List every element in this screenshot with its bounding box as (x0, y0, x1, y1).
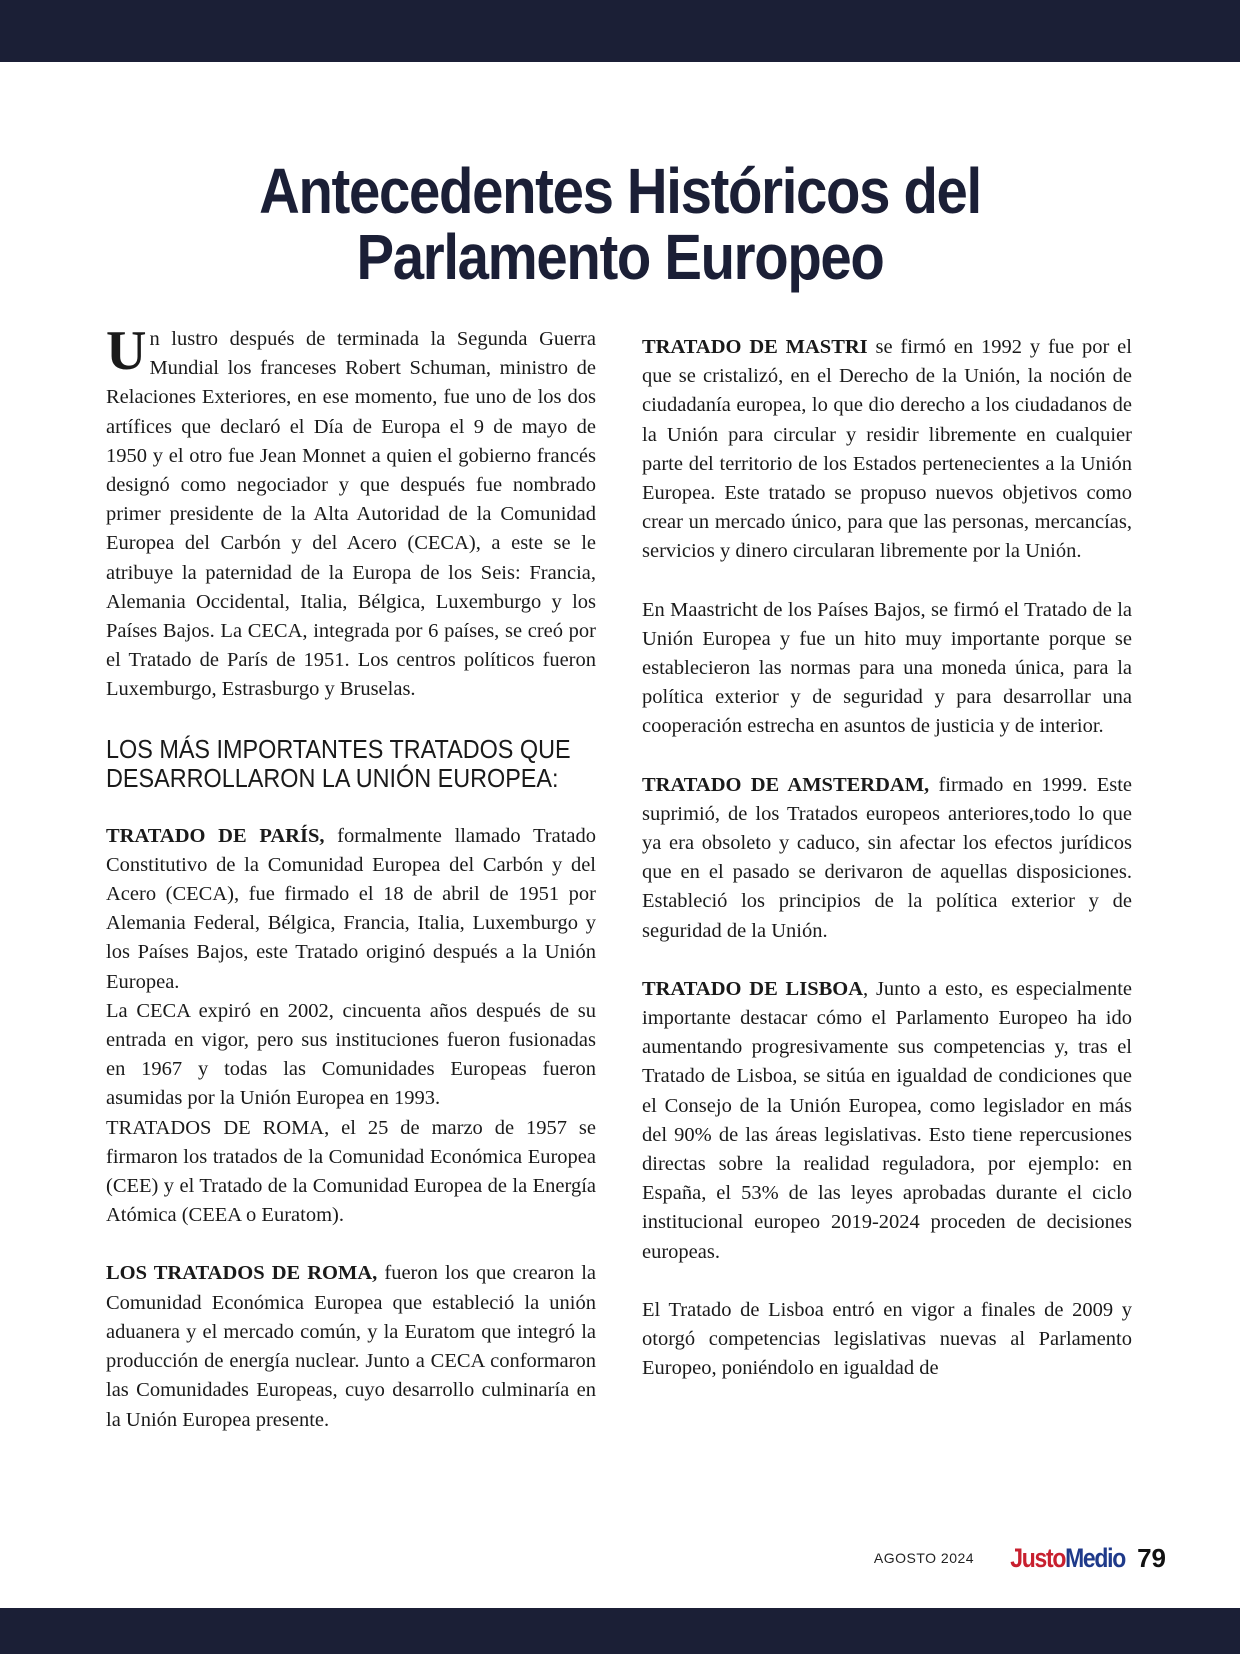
magazine-logo (1010, 1543, 1125, 1574)
intro-paragraph (106, 320, 596, 705)
logo-part-justo: Justo (1010, 1542, 1066, 1573)
subhead-line-1: LOS MÁS IMPORTANTES TRATADOS QUE (106, 733, 571, 764)
roma-paragraph (106, 1259, 596, 1434)
logo-part-medio: Medio (1065, 1542, 1126, 1573)
lisboa-label: TRATADO DE LISBOA (642, 977, 864, 1000)
paris-text: formalmente llamado Tratado Constitutivo de la Comunidad Europea del Carbón y del Acero (CECA), fue firmado el 18 de abril de 1951 por Alemania Federal, Bélgica, Francia, Italia, Luxemburgo y los Países Bajos, este Tratado originó después a la Unión Europea. (106, 824, 596, 993)
roma-label: LOS TRATADOS DE ROMA, (106, 1262, 378, 1285)
page-number: 79 (1137, 1542, 1166, 1573)
right-column (642, 333, 1132, 1384)
roma-intro-paragraph: TRATADOS DE ROMA, el 25 de marzo de 1957 se firmaron los tratados de la Comunidad Económica Europea (CEE) y el Tratado de la Comunidad Europea de la Energía Atómica (CEEA o Euratom). (106, 1116, 596, 1227)
bottom-bar (0, 1608, 1240, 1654)
top-bar (0, 0, 1240, 62)
drop-cap: U (106, 320, 147, 382)
issue-date: AGOSTO 2024 (873, 1550, 975, 1566)
amsterdam-paragraph (642, 771, 1132, 946)
page-title (74, 155, 1165, 293)
title-line-2: Parlamento Europeo (356, 221, 884, 293)
subhead-line-2: DESARROLLARON LA UNIÓN EUROPEA: (106, 762, 559, 793)
mastri-paragraph (642, 333, 1132, 567)
left-column (106, 320, 596, 1435)
mastri-text: se firmó en 1992 y fue por el que se cristalizó, en el Derecho de la Unión, la noción de ciudadanía europea, lo que dio derecho a los ciudadanos de la Unión para circular y residir libremente en cualquier parte del territorio de los Estados pertenecientes a la Unión Europea. Este tratado se propuso nuevos objetivos como crear un mercado único, para que las personas, mercancías, servicios y dinero circularan libremente por la Unión. (642, 336, 1132, 563)
mastri-label: TRATADO DE MASTRI (642, 336, 868, 358)
lisboa-paragraph (642, 975, 1132, 1267)
paris-label: TRATADO DE PARÍS, (106, 824, 325, 847)
lisboa-text: , Junto a esto, es especialmente importante destacar cómo el Parlamento Europeo ha ido aumentando progresivamente sus competencias y, tras el Tratado de Lisboa, se sitúa en igualdad de condiciones que el Consejo de la Unión Europea, como legislador en más del 90% de las áreas legislativas. Esto tiene repercusiones directas sobre la realidad reguladora, por ejemplo: en España, el 53% de las leyes aprobadas durante el ciclo institucional europeo 2019-2024 proceden de decisiones europeas. (642, 977, 1133, 1263)
intro-text: n lustro después de terminada la Segunda Guerra Mundial los franceses Robert Schuman, ministro de Relaciones Exteriores, en ese momento, fue uno de los dos artífices que declaró el Día de Europa el 9 de mayo de 1950 y el otro fue Jean Monnet a quien el gobierno francés designó como negociador y que después fue nombrado primer presidente de la Alta Autoridad de la Comunidad Europea del Carbón y del Acero (CECA), a este se le atribuye la paternidad de la Europa de los Seis: Francia, Alemania Occidental, Italia, Bélgica, Luxemburgo y los Países Bajos. La CECA, integrada por 6 países, se creó por el Tratado de París de 1951. Los centros políticos fueron Luxemburgo, Estrasburgo y Bruselas. (106, 328, 596, 701)
ceca-paragraph: La CECA expiró en 2002, cincuenta años después de su entrada en vigor, pero sus instituciones fueron fusionadas en 1967 y todas las Comunidades Europeas fueron asumidas por la Unión Europea en 1993. (106, 999, 596, 1110)
title-line-1: Antecedentes Históricos del (259, 155, 981, 227)
lisboa-final-paragraph: El Tratado de Lisboa entró en vigor a finales de 2009 y otorgó competencias legislativas nuevas al Parlamento Europeo, poniéndolo en igualdad de (642, 1298, 1132, 1380)
amsterdam-label: TRATADO DE AMSTERDAM, (642, 773, 930, 796)
page-footer (874, 1538, 1166, 1578)
section-subheading (106, 735, 597, 793)
roma-text: fueron los que crearon la Comunidad Económica Europea que estableció la unión aduanera y el mercado común, y la Euratom que integró la producción de energía nuclear. Junto a CECA conformaron las Comunidades Europeas, cuyo desarrollo culminaría en la Unión Europea presente. (106, 1262, 596, 1431)
paris-paragraph (106, 822, 596, 997)
maastricht-paragraph: En Maastricht de los Países Bajos, se firmó el Tratado de la Unión Europea y fue un hito muy importante porque se establecieron las normas para una moneda única, para la política exterior y de seguridad y para desarrollar una cooperación estrecha en asuntos de justicia y de interior. (642, 598, 1132, 738)
amsterdam-text: firmado en 1999. Este suprimió, de los Tratados europeos anteriores,todo lo que ya era obsoleto y caduco, sin afectar los efectos jurídicos que en el pasado se derivaron de aquellas disposiciones. Estableció los principios de la política exterior y de seguridad de la Unión. (642, 773, 1132, 942)
